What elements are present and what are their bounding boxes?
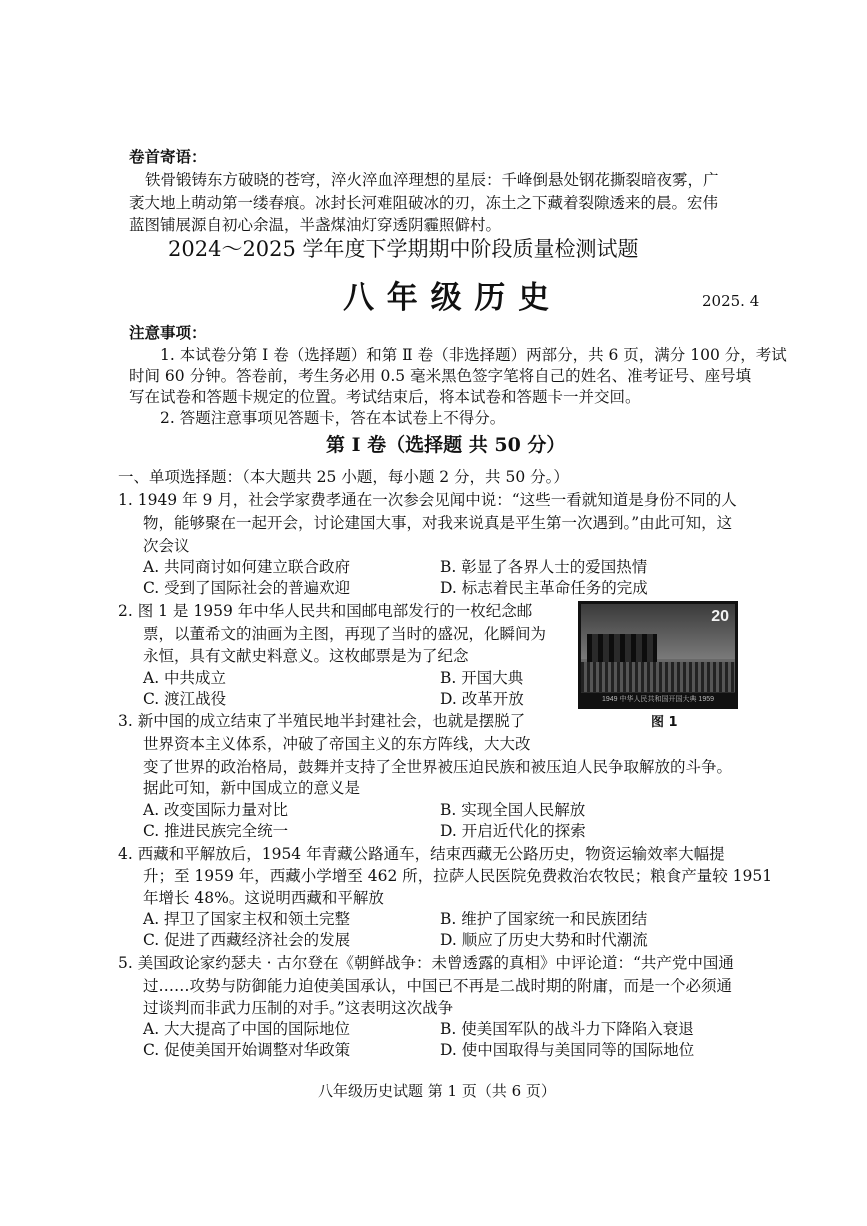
question-stem: 过谈判而非武力压制的对手。”这表明这次战争 (143, 999, 454, 1017)
option-c: C. 促进了西藏经济社会的发展 (143, 931, 351, 949)
question-stem: 世界资本主义体系，冲破了帝国主义的东方阵线，大大改 (143, 735, 531, 753)
question-stem: 年增长 48%。这说明西藏和平解放 (143, 889, 384, 907)
notice-line: 写在试卷和答题卡规定的位置。考试结束后，将本试卷和答题卡一并交回。 (129, 388, 641, 406)
question-stem: 3. 新中国的成立结束了半殖民地半封建社会，也就是摆脱了 (118, 712, 526, 730)
notice-line: 1. 本试卷分第 Ⅰ 卷（选择题）和第 Ⅱ 卷（非选择题）两部分，共 6 页，满分 100 分，考试 (160, 346, 787, 364)
question-stem: 4. 西藏和平解放后，1954 年青藏公路通车，结束西藏无公路历史，物资运输效率大幅提 (118, 845, 725, 863)
stamp-crowd (581, 662, 735, 692)
section-title: 第 Ⅰ 卷（选择题 共 50 分） (326, 434, 566, 456)
preface-line: 铁骨锻铸东方破晓的苍穹，淬火淬血淬理想的星辰：千峰倒悬处钢花撕裂暗夜雾，广 (145, 171, 719, 189)
section-instruction: 一、单项选择题：（本大题共 25 小题，每小题 2 分，共 50 分。） (118, 468, 569, 486)
question-stem: 票，以董希文的油画为主图，再现了当时的盛况，化瞬间为 (143, 625, 547, 643)
option-c: C. 促使美国开始调整对华政策 (143, 1041, 351, 1059)
question-stem: 5. 美国政论家约瑟夫 · 古尔登在《朝鲜战争：未曾透露的真相》中评论道：“共产党中国通 (118, 954, 734, 972)
option-a: A. 大大提高了中国的国际地位 (143, 1020, 351, 1038)
option-b: B. 开国大典 (440, 669, 524, 687)
option-b: B. 维护了国家统一和民族团结 (440, 910, 648, 928)
notice-line: 时间 60 分钟。答卷前，考生务必用 0.5 毫米黑色签字笔将自己的姓名、准考证号、座号填 (129, 367, 752, 385)
option-b: B. 使美国军队的战斗力下降陷入衰退 (440, 1020, 694, 1038)
commemorative-stamp-image (578, 601, 738, 709)
question-stem: 物，能够聚在一起开会，讨论建国大事，对我来说真是平生第一次遇到。”由此可知，这 (143, 514, 733, 532)
notice-line: 2. 答题注意事项见答题卡，答在本试卷上不得分。 (160, 409, 506, 427)
preface-heading: 卷首寄语： (129, 147, 207, 166)
question-stem: 过……攻势与防御能力迫使美国承认，中国已不再是二战时期的附庸，而是一个必须通 (143, 977, 733, 995)
question-stem: 2. 图 1 是 1959 年中华人民共和国邮电部发行的一枚纪念邮 (118, 602, 533, 620)
stamp-value: 20 (711, 608, 729, 625)
notice-heading: 注意事项： (129, 323, 207, 342)
option-a: A. 捍卫了国家主权和领土完整 (143, 910, 351, 928)
question-stem: 次会议 (143, 537, 190, 555)
question-stem: 1. 1949 年 9 月，社会学家费孝通在一次参会见闻中说：“这些一看就知道是身份不同的人 (118, 491, 737, 509)
exam-date: 2025. 4 (702, 292, 760, 310)
page-footer: 八年级历史试题 第 1 页（共 6 页） (318, 1082, 556, 1100)
option-d: D. 使中国取得与美国同等的国际地位 (440, 1041, 695, 1059)
question-stem: 据此可知，新中国成立的意义是 (143, 779, 361, 797)
stamp-caption-strip: 1949 中华人民共和国开国大典 1959 (581, 693, 735, 706)
option-d: D. 标志着民主革命任务的完成 (440, 579, 648, 597)
preface-line: 蓝图铺展源自初心余温，半盏煤油灯穿透阴霾照僻村。 (129, 216, 502, 234)
subject-title: 八 年 级 历 史 (343, 280, 551, 316)
figure-caption: 图 1 (651, 715, 678, 730)
option-a: A. 共同商讨如何建立联合政府 (143, 558, 351, 576)
option-c: C. 受到了国际社会的普遍欢迎 (143, 579, 351, 597)
option-a: A. 改变国际力量对比 (143, 801, 289, 819)
option-d: D. 顺应了历史大势和时代潮流 (440, 931, 648, 949)
option-a: A. 中共成立 (143, 669, 227, 687)
option-d: D. 改革开放 (440, 690, 524, 708)
option-b: B. 实现全国人民解放 (440, 801, 586, 819)
question-stem: 变了世界的政治格局，鼓舞并支持了全世界被压迫民族和被压迫人民争取解放的斗争。 (143, 758, 733, 776)
option-d: D. 开启近代化的探索 (440, 822, 586, 840)
question-stem: 永恒，具有文献史料意义。这枚邮票是为了纪念 (143, 647, 469, 665)
option-c: C. 渡江战役 (143, 690, 227, 708)
exam-title: 2024～2025 学年度下学期期中阶段质量检测试题 (168, 237, 639, 261)
option-b: B. 彰显了各界人士的爱国热情 (440, 558, 648, 576)
preface-line: 袤大地上萌动第一缕春痕。冰封长河难阻破冰的刃，冻土之下藏着裂隙透来的晨。宏伟 (129, 194, 719, 212)
option-c: C. 推进民族完全统一 (143, 822, 289, 840)
question-stem: 升；至 1959 年，西藏小学增至 462 所，拉萨人民医院免费救治农牧民；粮食产量较 1951 (143, 867, 773, 885)
